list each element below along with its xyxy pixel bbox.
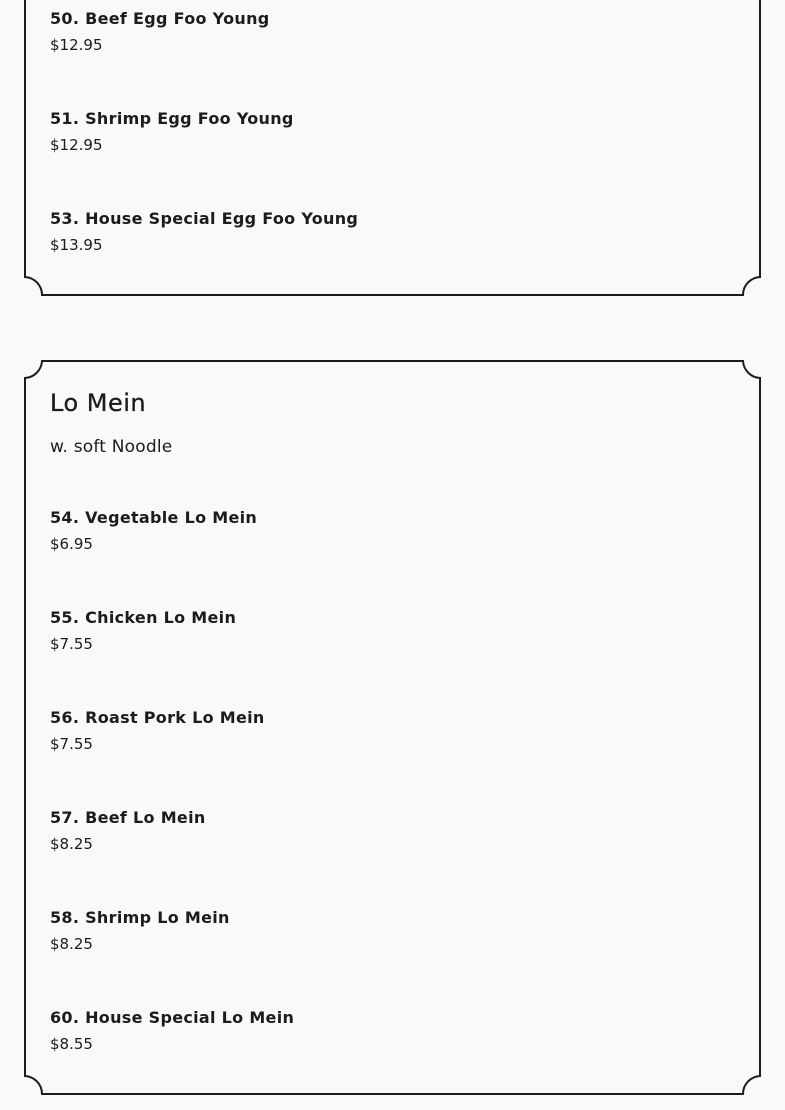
menu-item[interactable] <box>50 608 236 654</box>
item-price: $7.55 <box>50 635 93 653</box>
item-name: 56. Roast Pork Lo Mein <box>50 708 265 727</box>
item-name: 58. Shrimp Lo Mein <box>50 908 230 927</box>
item-name: 50. Beef Egg Foo Young <box>50 9 270 28</box>
egg-foo-young-section <box>24 0 761 296</box>
menu-item[interactable] <box>50 908 230 954</box>
item-name: 53. House Special Egg Foo Young <box>50 209 359 228</box>
item-name: 54. Vegetable Lo Mein <box>50 508 258 527</box>
menu-item[interactable] <box>50 209 358 255</box>
item-name: 60. House Special Lo Mein <box>50 1008 295 1027</box>
menu-item[interactable] <box>50 508 257 554</box>
menu-item[interactable] <box>50 1008 294 1054</box>
item-price: $8.25 <box>50 835 93 853</box>
item-price: $12.95 <box>50 36 103 54</box>
section-title: Lo Mein <box>50 389 147 417</box>
item-name: 55. Chicken Lo Mein <box>50 608 237 627</box>
item-price: $7.55 <box>50 735 93 753</box>
item-price: $6.95 <box>50 535 93 553</box>
lo-mein-section <box>24 360 761 1095</box>
menu-item[interactable] <box>50 109 294 155</box>
item-price: $12.95 <box>50 136 103 154</box>
menu-item[interactable] <box>50 9 270 55</box>
item-name: 57. Beef Lo Mein <box>50 808 206 827</box>
menu-item[interactable] <box>50 708 265 754</box>
item-name: 51. Shrimp Egg Foo Young <box>50 109 294 128</box>
item-price: $13.95 <box>50 236 103 254</box>
item-price: $8.25 <box>50 935 93 953</box>
section-subtitle: w. soft Noodle <box>50 437 173 457</box>
item-price: $8.55 <box>50 1035 93 1053</box>
menu-item[interactable] <box>50 808 206 854</box>
